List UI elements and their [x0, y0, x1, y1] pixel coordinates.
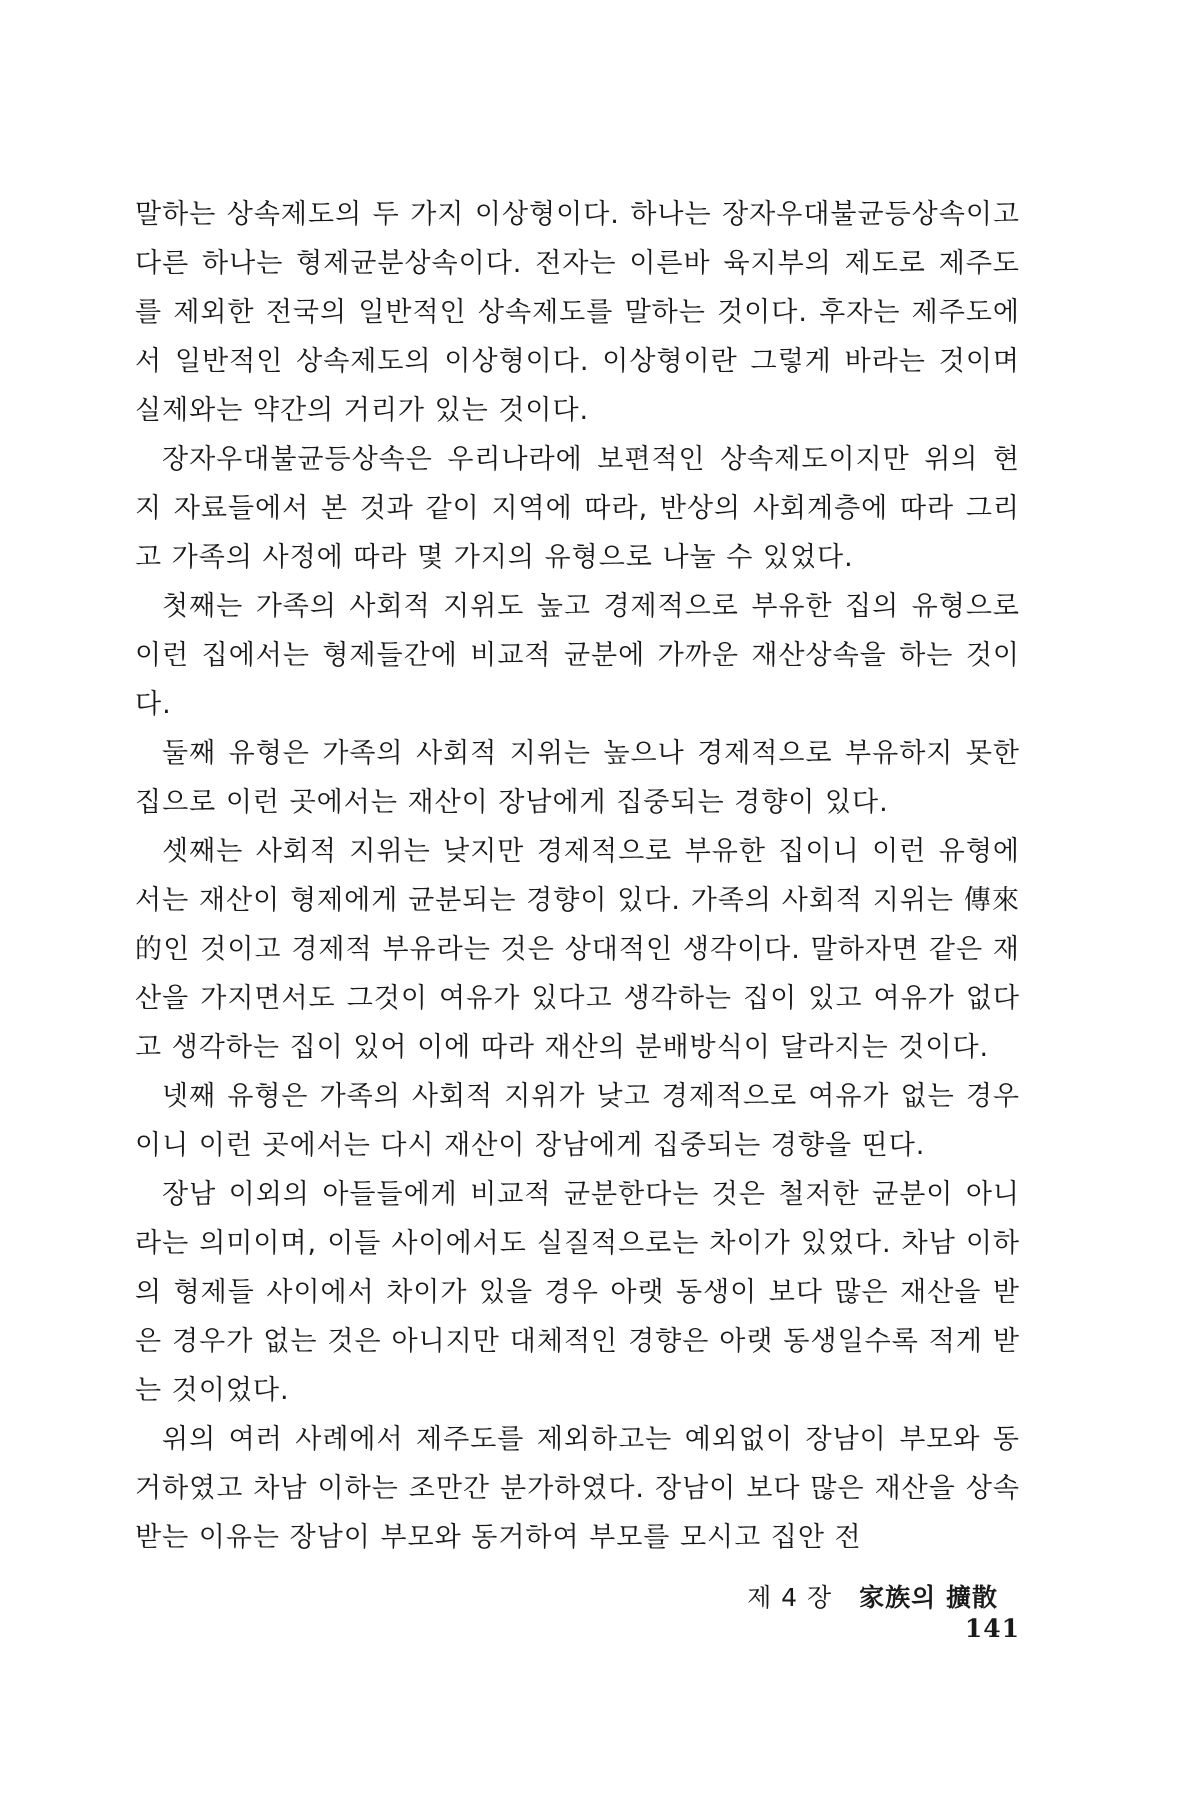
page-number: 141: [964, 1614, 1020, 1643]
paragraph-2: 장자우대불균등상속은 우리나라에 보편적인 상속제도이지만 위의 현지 자료들에서 본 것과 같이 지역에 따라, 반상의 사회계층에 따라 그리고 가족의 사정에 따라 몇 가지의 유형으로 나눌 수 있었다.: [135, 444, 1020, 573]
paragraph-3: 첫째는 가족의 사회적 지위도 높고 경제적으로 부유한 집의 유형으로 이런 집에서는 형제들간에 비교적 균분에 가까운 재산상속을 하는 것이다.: [135, 591, 1020, 720]
footer-chapter: 제 4 장: [747, 1583, 833, 1612]
paragraph-5: 셋째는 사회적 지위는 낮지만 경제적으로 부유한 집이니 이런 유형에서는 재산이 형제에게 균분되는 경향이 있다. 가족의 사회적 지위는 傳來的인 것이고 경제적 부유라는 것은 상대적인 생각이다. 말하자면 같은 재산을 가지면서도 그것이 여유가 있다고 생각하는 집이 있고 여유가 없다고 생각하는 집이 있어 이에 따라 재산의 분배방식이 달라지는 것이다.: [135, 836, 1020, 1063]
paragraph-6: 넷째 유형은 가족의 사회적 지위가 낮고 경제적으로 여유가 없는 경우이니 이런 곳에서는 다시 재산이 장남에게 집중되는 경향을 띤다.: [135, 1081, 1020, 1161]
body-text: [135, 190, 1020, 1562]
paragraph-7: 장남 이외의 아들들에게 비교적 균분한다는 것은 철저한 균분이 아니라는 의미이며, 이들 사이에서도 실질적으로는 차이가 있었다. 차남 이하의 형제들 사이에서 차이가 있을 경우 아랫 동생이 보다 많은 재산을 받은 경우가 없는 것은 아니지만 대체적인 경향은 아랫 동생일수록 적게 받는 것이었다.: [135, 1179, 1020, 1406]
paragraph-8: 위의 여러 사례에서 제주도를 제외하고는 예외없이 장남이 부모와 동거하였고 차남 이하는 조만간 분가하였다. 장남이 보다 많은 재산을 상속받는 이유는 장남이 부모와 동거하여 부모를 모시고 집안 전: [135, 1424, 1020, 1553]
paragraph-4: 둘째 유형은 가족의 사회적 지위는 높으나 경제적으로 부유하지 못한 집으로 이런 곳에서는 재산이 장남에게 집중되는 경향이 있다.: [135, 738, 1020, 818]
paragraph-1: 말하는 상속제도의 두 가지 이상형이다. 하나는 장자우대불균등상속이고 다른 하나는 형제균분상속이다. 전자는 이른바 육지부의 제도로 제주도를 제외한 전국의 일반적인 상속제도를 말하는 것이다. 후자는 제주도에서 일반적인 상속제도의 이상형이다. 이상형이란 그렇게 바라는 것이며 실제와는 약간의 거리가 있는 것이다.: [135, 199, 1020, 426]
running-footer: [700, 1578, 1020, 1643]
footer-title: 家族의 擴散: [859, 1583, 998, 1612]
